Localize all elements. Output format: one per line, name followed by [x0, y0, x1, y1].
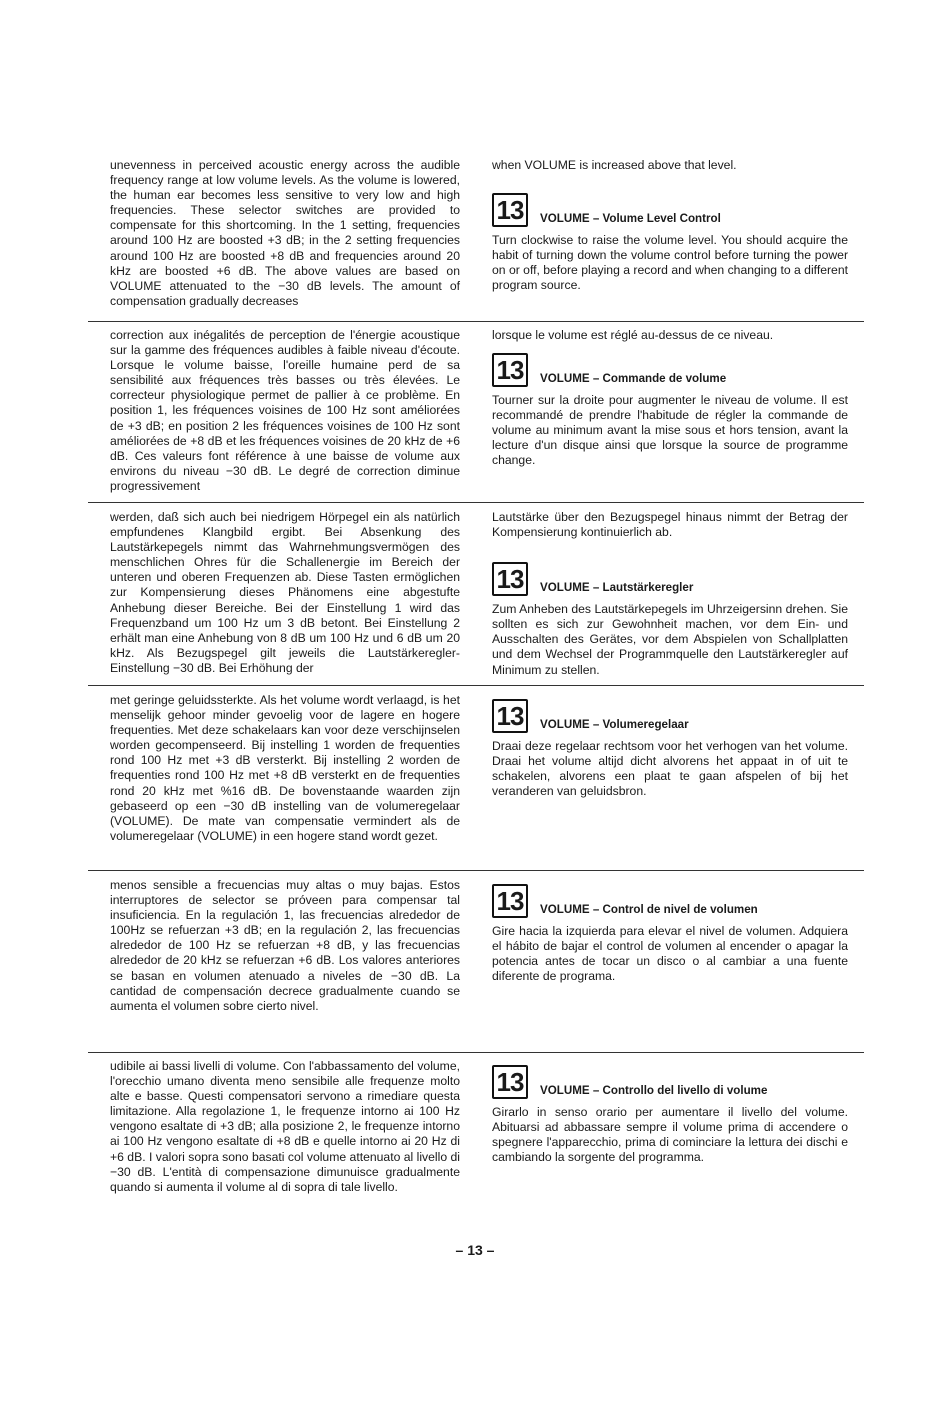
right-column — [492, 693, 848, 799]
control-title — [540, 1083, 767, 1098]
right-column — [492, 510, 848, 678]
control-title-rest: – Volume Level Control — [589, 212, 721, 225]
section-divider — [88, 685, 864, 686]
control-title-rest: – Control de nivel de volumen — [589, 902, 758, 916]
control-heading — [492, 353, 848, 387]
control-heading — [492, 884, 848, 918]
control-number-badge: 13 — [492, 562, 528, 596]
control-description: Turn clockwise to raise the volume level. You should acquire the habit of turning down the volume control before turning the power on or off, before playing a record and when changing to a different program source. — [492, 233, 848, 293]
control-title-prefix: VOLUME — [540, 212, 590, 225]
control-description: Gire hacia la izquierda para elevar el nivel de volumen. Adquiera el hábito de bajar el control de volumen al encender o apagar la potencia antes de tocar un disco o al cambiar a una fuente diferente de programa. — [492, 924, 848, 984]
left-column-text: correction aux inégalités de perception de l'énergie acoustique sur la gamme des fréquences audibles à faible niveau d'écoute. Lorsque le volume baisse, l'oreille humaine perd de sa sensibilité aux fréquences très basses ou très élevées. Le correcteur physiologique permet de pallier à ce problème. En position 1, les fréquences voisines de 100 Hz sont améliorées de +3 dB; en position 2 les fréquences voisines de 100 Hz sont améliorées de +8 dB et les fréquences voisines de 20 kHz de +6 dB. Ces valeurs font référence à une baisse de volume aux environs du niveau −30 dB. Le degré de correction diminue progressivement — [110, 328, 460, 493]
control-title-prefix: VOLUME — [540, 581, 590, 595]
right-lead-text: when VOLUME is increased above that level. — [492, 158, 737, 172]
control-number-badge: 13 — [492, 1065, 528, 1099]
control-heading — [492, 1065, 848, 1099]
section-divider — [88, 1052, 864, 1053]
control-number-badge: 13 — [492, 699, 528, 733]
control-title-rest: – Volumeregelaar — [589, 717, 689, 731]
control-title — [540, 211, 721, 226]
section-divider — [88, 321, 864, 322]
control-description: Tourner sur la droite pour augmenter le niveau de volume. Il est recommandé de prendre l'habitude de régler la commande de volume au minimum avant la mise sous et hors tension, avant la lecture d'un disque ainsi que lorsque la source de programme change. — [492, 393, 848, 468]
control-heading — [492, 699, 848, 733]
control-title-rest: – Controllo del livello di volume — [589, 1083, 768, 1097]
control-description: Girarlo in senso orario per aumentare il livello del volume. Abituarsi ad abbassare sempre il volume prima di accendere o spegnere l'apparecchio, prima di cominciare la lettura dei dischi e cambiando la sorgente del programma. — [492, 1105, 848, 1165]
right-column — [492, 158, 848, 293]
page-number: – 13 – — [455, 1242, 495, 1258]
section-divider — [88, 502, 864, 503]
control-title — [540, 580, 693, 595]
left-column-text: met geringe geluidssterkte. Als het volume wordt verlaagd, is het menselijk gehoor minder gevoelig voor de lagere en hogere frequenties. Met deze schakelaars kan voor deze verschijnselen worden gecompenseerd. Bij instelling 1 worden de frequenties rond 100 Hz met +3 dB versterkt. Bij instelling 2 worden de frequenties rond 100 Hz met +8 dB versterkt en de frequenties rond 20 kHz met %16 dB. De bovenstaande waarden zijn gebaseerd op een −30 dB instelling van de volumeregelaar (VOLUME). De mate van compensatie vermindert als de volumeregelaar (VOLUME) in een hogere stand wordt gezet. — [110, 693, 460, 843]
right-column — [492, 1059, 848, 1165]
section-divider — [88, 870, 864, 871]
control-number-badge: 13 — [492, 353, 528, 387]
control-number-badge: 13 — [492, 884, 528, 918]
control-number-badge: 13 — [492, 193, 528, 227]
left-column-text: udibile ai bassi livelli di volume. Con l'abbassamento del volume, l'orecchio umano diventa meno sensibile alle frequenze molto alte e basse. Questi compensatori servono a rimediare questa limitazione. Alla regolazione 1, le frequenze intorno ai 100 Hz vengono esaltate di +3 dB; alla posizione 2, le frequenze intorno ai 100 Hz vengono esaltate di +8 dB e quelle intorno ai 20 Hz di +6 dB. I valori sopra sono basati col volume attenuato al livello di −30 dB. L'entità di compensazione dimunuisce gradualmente quando si aumenta il volume al di sopra di tale livello. — [110, 1059, 460, 1194]
control-heading — [492, 562, 848, 596]
control-description: Draai deze regelaar rechtsom voor het verhogen van het volume. Draai het volume altijd dicht alvorens het appaat in of uit te schakelen, alvorens een plaat te gaan afspelen of bij het veranderen van geluidsbron. — [492, 739, 848, 799]
control-title-prefix: VOLUME — [540, 1083, 590, 1097]
control-heading — [492, 193, 848, 227]
right-lead-text: Lautstärke über den Bezugspegel hinaus nimmt der Betrag der Kompensierung kontinuierlich ab. — [492, 510, 848, 540]
left-column-text: werden, daß sich auch bei niedrigem Hörpegel ein als natürlich empfundenes Klangbild ergibt. Bei Absenkung des Lautstärkepegels nimmt das Wahrnehmungsvermögen des menschlichen Ohres für die Schallenergie im Bereich der unteren und oberen Frequenzen ab. Diese Tasten ermöglichen zur Kompensierung dieses Phänomens eine abgestufte Anhebung dieser Bereiche. Bei der Einstellung 1 wird das Frequenzband um 100 Hz um 3 dB betont. Bei Einstellung 2 erhält man eine Anhebung von 8 dB um 100 Hz und 6 dB um 20 kHz. Als Bezugspegel gilt jeweils die Lautstärkeregler-Einstellung −30 dB. Bei Erhöhung der — [110, 510, 460, 675]
control-title-rest: – Commande de volume — [589, 372, 727, 385]
control-title-prefix: VOLUME — [540, 717, 590, 731]
control-title — [540, 717, 689, 732]
control-title — [540, 902, 758, 917]
left-column-text: unevenness in perceived acoustic energy across the audible frequency range at low volume levels. As the volume is lowered, the human ear becomes less sensitive to very low and high frequencies. These selector switches are provided to compensate for this shortcoming. In the 1 setting, frequencies around 100 Hz are boosted +3 dB; in the 2 setting frequencies around 100 Hz are boosted +8 dB and frequencies around 20 kHz are boosted +6 dB. The above values are based on VOLUME attenuated to the −30 dB levels. The amount of compensation gradually decreases — [110, 158, 460, 308]
control-title — [540, 371, 726, 386]
right-column — [492, 328, 848, 469]
right-column — [492, 878, 848, 984]
control-title-prefix: VOLUME — [540, 372, 590, 385]
control-description: Zum Anheben des Lautstärkepegels im Uhrzeigersinn drehen. Sie sollten es sich zur Gewohnheit machen, vor dem Ein- und Ausschalten des Gerätes, vor dem Abspielen von Schallplatten und dem Wechsel der Programmquelle den Lautstärkeregler auf Minimum zu stellen. — [492, 602, 848, 677]
control-title-rest: – Lautstärkeregler — [589, 581, 694, 595]
right-lead-text: lorsque le volume est réglé au-dessus de ce niveau. — [492, 328, 774, 342]
left-column-text: menos sensible a frecuencias muy altas o muy bajas. Estos interruptores de selector se próveen para compensar tal insuficiencia. En la regulación 1, las frecuencias alrededor de 100Hz se refuerzan +3 dB; en la regulación 2, las frecuencias alrededor de 100 Hz se refuerzan +8 dB, y las frecuencias alrededor de 20 kHz se refuerzan +6 dB. Los valores anteriores se basan en volumen atenuado a niveles de −30 dB. La cantidad de compensación decrece gradualmente cuando se aumenta el volumen sobre cierto nivel. — [110, 878, 460, 1013]
control-title-prefix: VOLUME — [540, 902, 590, 916]
